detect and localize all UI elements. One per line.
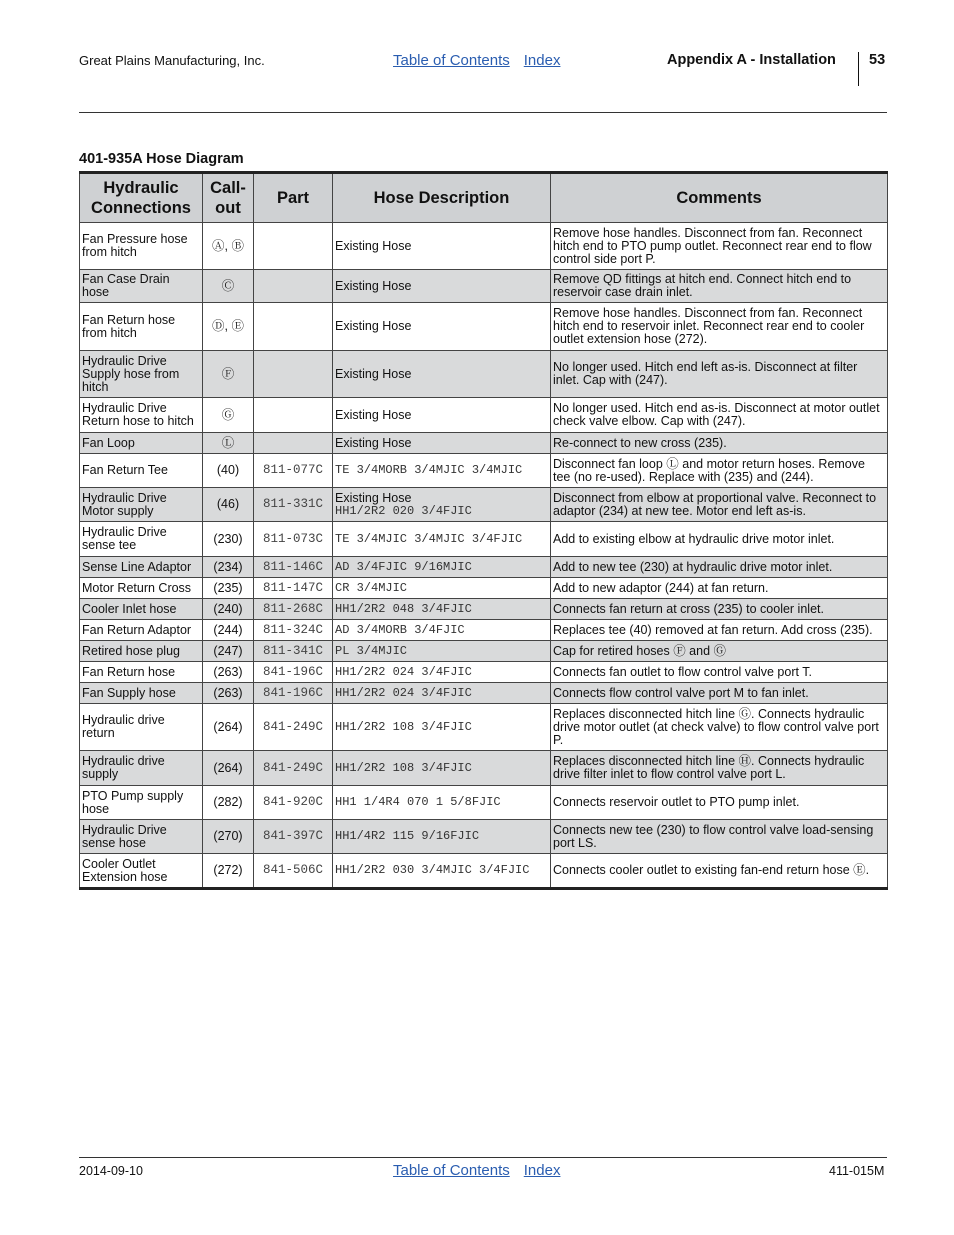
comments-cell: No longer used. Hitch end as-is. Disconnect at motor outlet check valve elbow. Cap with (247). (551, 398, 888, 433)
table-row (80, 522, 888, 557)
connection-cell: Cooler Inlet hose (80, 599, 203, 620)
header-index-link[interactable]: Index (523, 52, 561, 69)
hose-description-cell (333, 620, 551, 641)
comments-cell: Add to new adaptor (244) at fan return. (551, 578, 888, 599)
part-number-cell: 811-324C (254, 620, 333, 641)
description-text: Existing Hose (335, 366, 412, 381)
hose-description-cell (333, 820, 551, 854)
callout-cell: (247) (203, 641, 254, 662)
hose-description-cell (333, 454, 551, 488)
comments-cell: Disconnect from elbow at proportional valve. Reconnect to adaptor (234) at new tee. Motor end left as-is. (551, 488, 888, 522)
comments-cell: Replaces tee (40) removed at fan return. Add cross (235). (551, 620, 888, 641)
hose-description-cell (333, 751, 551, 786)
table-row (80, 662, 888, 683)
connection-cell: Fan Return hose (80, 662, 203, 683)
description-code: HH1/2R2 108 3/4FJIC (335, 760, 472, 775)
comments-cell: Remove QD fittings at hitch end. Connect hitch end to reservoir case drain inlet. (551, 270, 888, 303)
comments-cell: Disconnect fan loop Ⓛ and motor return hoses. Remove tee (no re-used). Replace with (235) and (244). (551, 454, 888, 488)
description-code: AD 3/4MORB 3/4FJIC (335, 622, 465, 637)
hose-description-cell (333, 786, 551, 820)
part-number-cell: 811-268C (254, 599, 333, 620)
part-number-cell: 811-331C (254, 488, 333, 522)
table-row (80, 786, 888, 820)
comments-cell: Connects flow control valve port M to fan inlet. (551, 683, 888, 704)
part-number-cell (254, 433, 333, 454)
connection-cell: Fan Return hose from hitch (80, 303, 203, 351)
description-code: HH1/2R2 024 3/4FJIC (335, 685, 472, 700)
connection-cell: Fan Pressure hose from hitch (80, 223, 203, 270)
column-header: Part (254, 173, 333, 223)
hose-table (79, 171, 888, 890)
description-code: HH1/2R2 024 3/4FJIC (335, 664, 472, 679)
connection-cell: Fan Case Drain hose (80, 270, 203, 303)
table-row (80, 704, 888, 751)
callout-cell: (244) (203, 620, 254, 641)
part-number-cell (254, 398, 333, 433)
table-row (80, 454, 888, 488)
connection-cell: Sense Line Adaptor (80, 557, 203, 578)
hose-description-cell (333, 488, 551, 522)
company-name: Great Plains Manufacturing, Inc. (79, 53, 265, 68)
table-row (80, 433, 888, 454)
comments-cell: Remove hose handles. Disconnect from fan. Reconnect hitch end to reservoir inlet. Reconnect rear end to cooler outlet extension hose (272). (551, 303, 888, 351)
header-links (393, 52, 560, 69)
table-row (80, 854, 888, 889)
table-row (80, 488, 888, 522)
description-code: HH1 1/4R4 070 1 5/8FJIC (335, 795, 501, 809)
table-row (80, 820, 888, 854)
comments-cell: Connects reservoir outlet to PTO pump inlet. (551, 786, 888, 820)
callout-cell: (230) (203, 522, 254, 557)
table-body (80, 223, 888, 889)
description-text: Existing Hose (335, 278, 412, 293)
hose-description-cell (333, 223, 551, 270)
connection-cell: Hydraulic Drive Motor supply (80, 488, 203, 522)
callout-cell: (270) (203, 820, 254, 854)
connection-cell: Hydraulic Drive sense hose (80, 820, 203, 854)
part-number-cell: 811-147C (254, 578, 333, 599)
hose-description-cell (333, 854, 551, 889)
comments-cell: Connects new tee (230) to flow control valve load-sensing port LS. (551, 820, 888, 854)
description-code: TE 3/4MORB 3/4MJIC 3/4MJIC (335, 463, 523, 477)
comments-cell: Connects cooler outlet to existing fan-end return hose Ⓔ. (551, 854, 888, 889)
hose-description-cell (333, 557, 551, 578)
table-row (80, 683, 888, 704)
description-code: HH1/2R2 020 3/4FJIC (335, 503, 472, 518)
callout-cell: (234) (203, 557, 254, 578)
part-number-cell: 841-196C (254, 662, 333, 683)
callout-cell: (264) (203, 751, 254, 786)
description-code: HH1/2R2 108 3/4FJIC (335, 719, 472, 734)
header-toc-link[interactable]: Table of Contents (393, 52, 510, 69)
table-row (80, 223, 888, 270)
connection-cell: Fan Return Tee (80, 454, 203, 488)
comments-cell: Remove hose handles. Disconnect from fan. Reconnect hitch end to PTO pump outlet. Reconnect rear end to flow control side port P. (551, 223, 888, 270)
section-title: Appendix A - Installation (667, 52, 836, 68)
hose-description-cell (333, 704, 551, 751)
connection-cell: Hydraulic Drive sense tee (80, 522, 203, 557)
header-rule (79, 112, 887, 113)
footer-doc-number: 411-015M (829, 1164, 885, 1178)
page-number: 53 (869, 52, 886, 68)
comments-cell: No longer used. Hitch end left as-is. Disconnect at filter inlet. Cap with (247). (551, 351, 888, 398)
comments-cell: Re-connect to new cross (235). (551, 433, 888, 454)
hose-description-cell (333, 662, 551, 683)
part-number-cell (254, 303, 333, 351)
comments-cell: Cap for retired hoses Ⓕ and Ⓖ (551, 641, 888, 662)
callout-cell: (263) (203, 683, 254, 704)
connection-cell: Cooler Outlet Extension hose (80, 854, 203, 889)
part-number-cell: 841-249C (254, 704, 333, 751)
part-number-cell: 841-196C (254, 683, 333, 704)
table-row (80, 599, 888, 620)
callout-cell: Ⓐ, Ⓑ (203, 223, 254, 270)
table-row (80, 620, 888, 641)
part-number-cell (254, 351, 333, 398)
table-row (80, 398, 888, 433)
header-divider (858, 52, 859, 86)
table-row (80, 351, 888, 398)
callout-cell: (240) (203, 599, 254, 620)
connection-cell: Fan Return Adaptor (80, 620, 203, 641)
callout-cell: (235) (203, 578, 254, 599)
callout-cell: Ⓖ (203, 398, 254, 433)
connection-cell: Hydraulic Drive Supply hose from hitch (80, 351, 203, 398)
footer-toc-link[interactable]: Table of Contents (393, 1162, 510, 1179)
callout-cell: Ⓛ (203, 433, 254, 454)
footer-links (393, 1162, 560, 1179)
hose-description-cell (333, 270, 551, 303)
callout-cell: (40) (203, 454, 254, 488)
part-number-cell: 811-341C (254, 641, 333, 662)
description-code: HH1/2R2 048 3/4FJIC (335, 601, 472, 616)
comments-cell: Connects fan return at cross (235) to cooler inlet. (551, 599, 888, 620)
connection-cell: Fan Loop (80, 433, 203, 454)
callout-cell: Ⓕ (203, 351, 254, 398)
comments-cell: Replaces disconnected hitch line Ⓖ. Connects hydraulic drive motor outlet (at check valve) to flow control valve port P. (551, 704, 888, 751)
connection-cell: Fan Supply hose (80, 683, 203, 704)
description-code: CR 3/4MJIC (335, 580, 408, 595)
table-header-row (80, 173, 888, 223)
part-number-cell: 841-249C (254, 751, 333, 786)
description-code: HH1/2R2 030 3/4MJIC 3/4FJIC (335, 863, 530, 877)
column-header: Hydraulic Connections (80, 173, 203, 223)
table-row (80, 270, 888, 303)
hose-description-cell (333, 599, 551, 620)
table-row (80, 303, 888, 351)
connection-cell: Hydraulic drive return (80, 704, 203, 751)
callout-cell: (264) (203, 704, 254, 751)
table-row (80, 751, 888, 786)
hose-description-cell (333, 303, 551, 351)
description-code: HH1/4R2 115 9/16FJIC (335, 829, 480, 843)
footer-date: 2014-09-10 (79, 1164, 143, 1178)
comments-cell: Add to existing elbow at hydraulic drive motor inlet. (551, 522, 888, 557)
connection-cell: Hydraulic drive supply (80, 751, 203, 786)
footer-rule (79, 1157, 887, 1158)
part-number-cell: 841-397C (254, 820, 333, 854)
description-code: TE 3/4MJIC 3/4MJIC 3/4FJIC (335, 531, 523, 546)
connection-cell: Hydraulic Drive Return hose to hitch (80, 398, 203, 433)
footer-index-link[interactable]: Index (523, 1162, 561, 1179)
description-text: Existing Hose (335, 490, 412, 505)
connection-cell: PTO Pump supply hose (80, 786, 203, 820)
description-code: PL 3/4MJIC (335, 643, 408, 658)
hose-description-cell (333, 578, 551, 599)
callout-cell: (272) (203, 854, 254, 889)
hose-description-cell (333, 683, 551, 704)
description-code: AD 3/4FJIC 9/16MJIC (335, 559, 472, 574)
column-header: Hose Description (333, 173, 551, 223)
description-text: Existing Hose (335, 238, 412, 253)
callout-cell: Ⓓ, Ⓔ (203, 303, 254, 351)
part-number-cell: 811-077C (254, 454, 333, 488)
hose-description-cell (333, 433, 551, 454)
part-number-cell: 841-506C (254, 854, 333, 889)
callout-cell: (263) (203, 662, 254, 683)
description-text: Existing Hose (335, 407, 412, 422)
table-row (80, 578, 888, 599)
table-row (80, 641, 888, 662)
hose-description-cell (333, 351, 551, 398)
column-header: Call-out (203, 173, 254, 223)
hose-description-cell (333, 641, 551, 662)
part-number-cell (254, 270, 333, 303)
part-number-cell (254, 223, 333, 270)
callout-cell: Ⓒ (203, 270, 254, 303)
part-number-cell: 811-146C (254, 557, 333, 578)
part-number-cell: 841-920C (254, 786, 333, 820)
table-row (80, 557, 888, 578)
hose-description-cell (333, 522, 551, 557)
callout-cell: (282) (203, 786, 254, 820)
connection-cell: Motor Return Cross (80, 578, 203, 599)
description-text: Existing Hose (335, 435, 412, 450)
connection-cell: Retired hose plug (80, 641, 203, 662)
comments-cell: Replaces disconnected hitch line Ⓗ. Connects hydraulic drive filter inlet to flow control valve port L. (551, 751, 888, 786)
part-number-cell: 811-073C (254, 522, 333, 557)
comments-cell: Connects fan outlet to flow control valve port T. (551, 662, 888, 683)
description-text: Existing Hose (335, 319, 412, 333)
hose-description-cell (333, 398, 551, 433)
comments-cell: Add to new tee (230) at hydraulic drive motor inlet. (551, 557, 888, 578)
callout-cell: (46) (203, 488, 254, 522)
column-header: Comments (551, 173, 888, 223)
page-title: 401-935A Hose Diagram (79, 151, 244, 167)
